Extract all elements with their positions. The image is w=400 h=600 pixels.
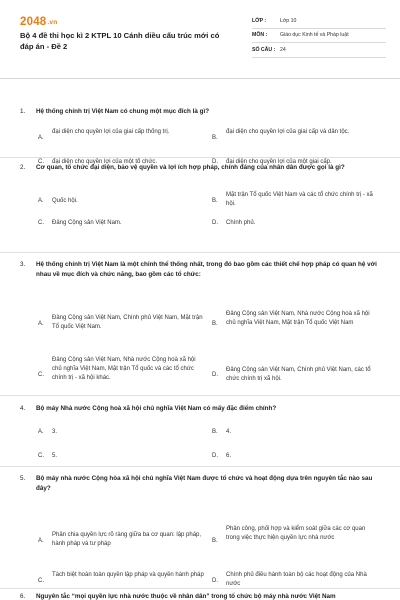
- option-letter: C.: [38, 158, 44, 165]
- option-letter: A.: [38, 134, 44, 141]
- question-prompt: Nguyên tắc “mọi quyền lực nhà nước thuộc về nhân dân” trong tổ chức bộ máy nhà nước Việt Nam: [36, 593, 336, 600]
- option-text: Mặt trận Tổ quốc Việt Nam và các tổ chức chính trị - xã hội.: [226, 191, 373, 208]
- option-letter: C.: [38, 371, 44, 378]
- document-title: Bộ 4 đề thi học kì 2 KTPL 10 Cánh diều cấu trúc mới có đáp án - Đề 2: [20, 31, 220, 51]
- option-text: 4.: [226, 428, 232, 435]
- option-text: Chính phủ.: [226, 219, 256, 226]
- question-item: [20, 107, 382, 165]
- option-letter: D.: [212, 219, 218, 226]
- question-divider: [0, 588, 400, 589]
- document-meta: [252, 14, 386, 58]
- meta-value: Lớp 10: [280, 17, 297, 24]
- question-text: [20, 163, 382, 173]
- question-item: [20, 260, 382, 382]
- question-prompt: Hệ thống chính trị Việt Nam có chung một mục đích là gì?: [36, 108, 210, 115]
- option-letter: A.: [38, 320, 44, 327]
- option-letter: D.: [212, 452, 218, 459]
- option-text: Quốc hội.: [52, 197, 78, 204]
- question-item: [20, 474, 382, 587]
- question-item: [20, 592, 382, 600]
- option-letter: B.: [212, 197, 218, 204]
- logo-tld: .vn: [47, 19, 58, 26]
- option-letter: D.: [212, 371, 218, 378]
- question-prompt: Cơ quan, tổ chức đại diện, bảo vệ quyền và lợi ích hợp pháp, chính đáng của nhân dân được gọi là gì?: [36, 164, 345, 171]
- meta-label: SỐ CÂU :: [252, 46, 276, 53]
- option-letter: C.: [38, 219, 44, 226]
- option-text: 3.: [52, 428, 58, 435]
- meta-label: MÔN :: [252, 32, 268, 39]
- question-number: 1.: [20, 108, 26, 115]
- option-letter: D.: [212, 158, 218, 165]
- meta-row-count: [252, 43, 386, 58]
- option-letter: B.: [212, 537, 218, 544]
- question-text: [20, 474, 382, 494]
- meta-value: Giáo dục Kinh tế và Pháp luật: [280, 32, 349, 39]
- question-text: [20, 107, 382, 117]
- logo-text: 2048: [20, 16, 47, 28]
- option-letter: A.: [38, 197, 44, 204]
- option-text: Đảng Cộng sản Việt Nam, Chính phủ Việt Nam, các tổ chức chính trị xã hội.: [226, 366, 371, 382]
- question-number: 6.: [20, 593, 26, 600]
- option-text: đại diện cho quyền lợi của giai cấp và dân tộc.: [226, 128, 350, 135]
- meta-value: 24: [280, 46, 286, 53]
- option-text: đại diện cho quyền lợi của một tổ chức.: [52, 158, 158, 165]
- option-text: 6.: [226, 452, 232, 459]
- question-number: 4.: [20, 405, 26, 412]
- meta-row-class: [252, 14, 386, 29]
- question-number: 2.: [20, 164, 26, 171]
- option-text: đại diện cho quyền lợi của giai cấp thống trị.: [52, 128, 170, 135]
- option-letter: B.: [212, 320, 218, 327]
- question-text: [20, 592, 382, 600]
- option-text: đại diện cho quyền lợi của một giai cấp.: [226, 158, 332, 165]
- question-item: [20, 163, 382, 226]
- option-text: Phân công, phối hợp và kiểm soát giữa các cơ quan trong việc thực hiện quyền lực nhà nước: [226, 525, 366, 541]
- option-letter: B.: [212, 134, 218, 141]
- option-letter: A.: [38, 428, 44, 435]
- question-divider: [0, 466, 400, 467]
- question-divider: [0, 252, 400, 253]
- option-letter: D.: [212, 577, 218, 584]
- question-text: [20, 260, 382, 280]
- header-divider: [0, 78, 400, 79]
- question-item: [20, 404, 382, 459]
- option-text: Đảng Cộng sản Việt Nam, Nhà nước Cộng hoà xã hội chủ nghĩa Việt Nam, Mặt trận Tổ quốc và các tổ chức chính trị - xã hội khác.: [52, 356, 196, 382]
- meta-label: LỚP :: [252, 17, 267, 24]
- option-text: Chính phủ điều hành toàn bộ các hoạt động của Nhà nước: [226, 571, 367, 587]
- option-letter: C.: [38, 577, 44, 584]
- question-prompt: Bộ máy Nhà nước Cộng hoà xã hội chủ nghĩa Việt Nam có mấy đặc điểm chính?: [36, 405, 277, 412]
- option-letter: C.: [38, 452, 44, 459]
- option-text: 5.: [52, 452, 58, 459]
- meta-row-subject: [252, 29, 386, 44]
- option-letter: A.: [38, 537, 44, 544]
- option-text: Phân chia quyền lực rõ ràng giữa ba cơ quan: lập pháp, hành pháp và tư pháp: [52, 531, 202, 547]
- option-letter: B.: [212, 428, 218, 435]
- question-number: 5.: [20, 475, 26, 482]
- site-logo[interactable]: [20, 16, 57, 28]
- question-text: [20, 404, 382, 414]
- question-divider: [0, 395, 400, 396]
- question-prompt: Hệ thống chính trị Việt Nam là một chỉnh thể thống nhất, trong đó bao gồm các thiết chế hợp pháp có quan hệ với nhau về mục đích và chức năng, bao gồm các tổ chức:: [36, 261, 377, 278]
- option-text: Đảng Cộng sản Việt Nam.: [52, 219, 122, 226]
- option-text: Đảng Cộng sản Việt Nam, Chính phủ Việt Nam, Mặt trận Tổ quốc Việt Nam.: [52, 314, 203, 330]
- option-text: Tách biệt hoàn toàn quyền lập pháp và quyền hành pháp: [52, 571, 204, 578]
- question-prompt: Bộ máy nhà nước Cộng hòa xã hội chủ nghĩa Việt Nam được tổ chức và hoạt động dựa trên nguyên tắc nào sau đây?: [36, 475, 373, 492]
- option-text: Đảng Cộng sản Việt Nam, Nhà nước Cộng hoà xã hội chủ nghĩa Việt Nam, Mặt trận Tổ quốc Việt Nam: [226, 310, 370, 326]
- document-header: [0, 0, 400, 70]
- question-divider: [0, 157, 400, 158]
- question-number: 3.: [20, 261, 26, 268]
